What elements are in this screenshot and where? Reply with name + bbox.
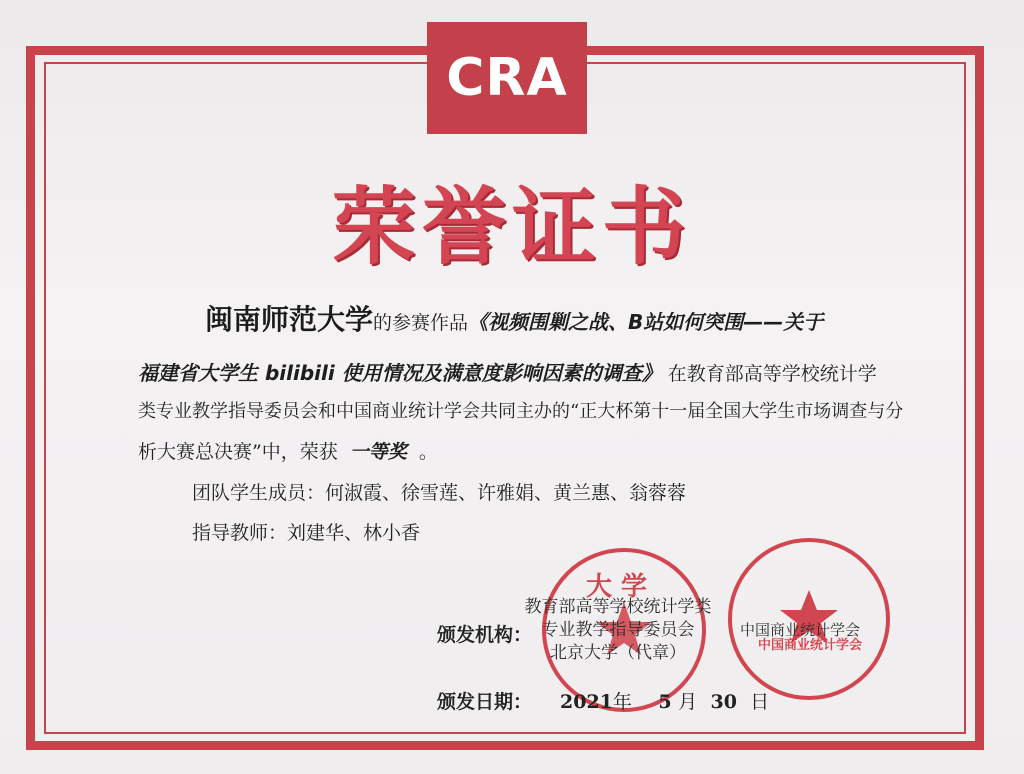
body-line-2 xyxy=(138,357,877,386)
issuer-label: 颁发机构： xyxy=(437,624,533,646)
entry-label: 的参赛作品 xyxy=(373,312,469,334)
certificate-title: 荣誉证书 xyxy=(331,178,692,276)
line2-suffix: 在教育部高等学校统计学 xyxy=(667,363,877,385)
cra-badge-text: CRA xyxy=(446,48,568,108)
body-line-1 xyxy=(205,298,823,338)
issuer-org-2: 中国商业统计学会 xyxy=(739,621,860,639)
date-month: 5 xyxy=(658,691,672,713)
issuer-line-3: 北京大学（代章） xyxy=(550,643,686,663)
school-name: 闽南师范大学 xyxy=(205,303,374,336)
issuer-line-2: 专业教学指导委员会 xyxy=(541,620,695,640)
award-name: 一等奖 xyxy=(349,441,407,463)
cra-badge xyxy=(427,22,587,134)
line4-suffix: 。 xyxy=(418,441,438,463)
date-day: 30 xyxy=(710,691,737,713)
team-members: 团队学生成员：何淑霞、徐雪莲、许雅娟、黄兰惠、翁蓉蓉 xyxy=(192,482,687,504)
body-line-4 xyxy=(138,437,438,464)
right-seal-text: 中国商业统计学会 xyxy=(757,638,862,653)
work-title-part2: 福建省大学生 bilibili 使用情况及满意度影响因素的调查》 xyxy=(138,361,662,385)
issue-date xyxy=(560,687,769,714)
issuer-block xyxy=(508,596,728,665)
date-day-unit: 日 xyxy=(750,691,770,713)
date-year-unit: 年 xyxy=(612,691,632,713)
advisors: 指导教师：刘建华、林小香 xyxy=(192,522,421,544)
body-line-3: 类专业教学指导委员会和中国商业统计学会共同主办的“正大杯第十一届全国大学生市场调查与分 xyxy=(138,401,904,422)
line4-prefix: 析大赛总决赛”中，荣获 xyxy=(138,441,338,463)
date-label: 颁发日期： xyxy=(437,691,533,713)
work-title-part1: 《视频围剿之战、B站如何突围——关于 xyxy=(468,310,824,334)
left-seal-text: 大 学 xyxy=(586,572,648,602)
date-month-unit: 月 xyxy=(678,691,698,713)
date-year: 2021 xyxy=(560,691,613,713)
issuer-line-1: 教育部高等学校统计学类 xyxy=(524,597,712,617)
